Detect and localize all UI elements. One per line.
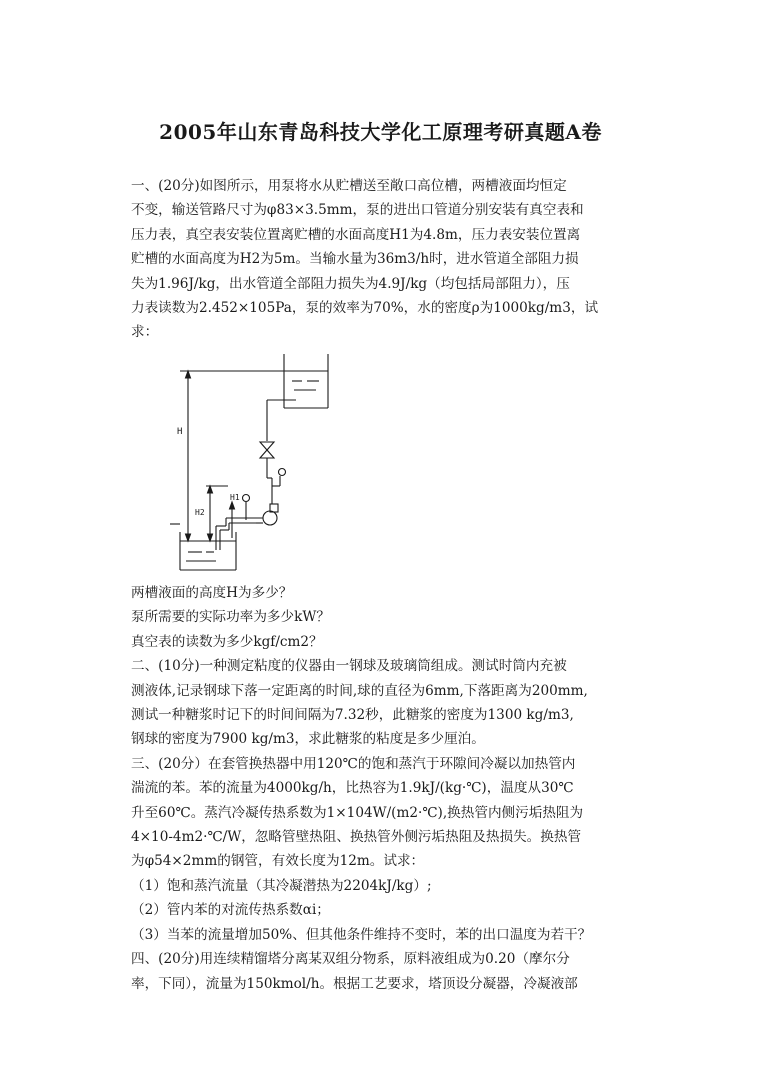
text-line: 真空表的读数为多少kgf/cm2？ bbox=[131, 633, 323, 650]
text-line: （1）饱和蒸汽流量（其冷凝潜热为2204kJ/kg）; bbox=[131, 877, 432, 894]
text-line: 求： bbox=[131, 324, 159, 341]
lower-tank bbox=[170, 524, 236, 570]
text-line: 二、(10分)一种测定粘度的仪器由一钢球及玻璃筒组成。测试时筒内充被 bbox=[131, 658, 567, 675]
pump-icon bbox=[256, 504, 278, 525]
valve-icon bbox=[260, 442, 274, 458]
text-line: 三、(20分）在套管换热器中用120℃的饱和蒸汽于环隙间冷凝以加热管内 bbox=[131, 755, 576, 772]
question-1-text bbox=[131, 174, 633, 345]
text-line: 贮槽的水面高度为H2为5m。当输水量为36m3/h时，进水管道全部阻力损 bbox=[131, 251, 579, 268]
text-line: （3）当苯的流量增加50%、但其他条件维持不变时，苯的出口温度为若干？ bbox=[131, 926, 592, 943]
text-line: 湍流的苯。苯的流量为4000kg/h，比热容为1.9kJ/(kg·℃)，温度从30℃ bbox=[131, 780, 574, 797]
suction-pipe bbox=[216, 518, 263, 550]
dimension-H2 bbox=[206, 486, 228, 541]
text-line: 测液体,记录钢球下落一定距离的时间,球的直径为6mm,下落距离为200mm, bbox=[131, 682, 588, 699]
text-line: 四、(20分)用连续精馏塔分离某双组分物系，原料液组成为0.20（摩尔分 bbox=[131, 951, 570, 968]
text-line: 压力表，真空表安装位置离贮槽的水面高度H1为4.8m，压力表安装位置离 bbox=[131, 226, 581, 243]
label-H1: H1 bbox=[230, 493, 240, 502]
dimension-H bbox=[186, 371, 191, 541]
label-H2: H2 bbox=[195, 508, 205, 517]
text-line: 一、(20分)如图所示，用泵将水从贮槽送至敞口高位槽，两槽液面均恒定 bbox=[131, 178, 567, 194]
pressure-gauge-icon bbox=[272, 469, 286, 487]
text-line: 4×10-4m2·℃/W，忽略管壁热阻、换热管外侧污垢热阻及热损失。换热管 bbox=[131, 829, 582, 846]
text-line: 泵所需要的实际功率为多少kW？ bbox=[131, 609, 330, 626]
text-line: 钢球的密度为7900 kg/m3，求此糖浆的粘度是多少厘泊。 bbox=[131, 731, 485, 748]
text-line: 两槽液面的高度H为多少？ bbox=[131, 585, 293, 601]
text-line: 升至60℃。蒸汽冷凝传热系数为1×104W/(m2·℃),换热管内侧污垢热阻为 bbox=[131, 804, 584, 821]
text-line: 不变，输送管路尺寸为φ83×3.5mm，泵的进出口管道分别安装有真空表和 bbox=[131, 202, 584, 219]
text-line: 率，下同），流量为150kmol/h。根据工艺要求，塔顶设分凝器，冷凝液部 bbox=[131, 975, 578, 992]
text-line: 失为1.96J/kg，出水管道全部阻力损失为4.9J/kg（均包括局部阻力），压 bbox=[131, 275, 570, 292]
text-line: 测试一种糖浆时记下的时间间隔为7.32秒，此糖浆的密度为1300 kg/m3, bbox=[131, 707, 574, 724]
text-line: 力表读数为2.452×105Pa，泵的效率为70%，水的密度ρ为1000kg/m3，试 bbox=[131, 300, 599, 317]
pump-system-diagram bbox=[166, 352, 346, 574]
vacuum-gauge-icon bbox=[243, 495, 250, 521]
questions-text bbox=[131, 581, 633, 996]
label-H: H bbox=[177, 427, 183, 437]
page-title: 2005年山东青岛科技大学化工原理考研真题A卷 bbox=[159, 120, 602, 144]
text-line: （2）管内苯的对流传热系数αi； bbox=[131, 902, 330, 919]
text-line: 为φ54×2mm的钢管，有效长度为12m。试求： bbox=[131, 853, 425, 870]
discharge-pipe bbox=[267, 400, 296, 504]
dimension-H1 bbox=[230, 502, 235, 538]
